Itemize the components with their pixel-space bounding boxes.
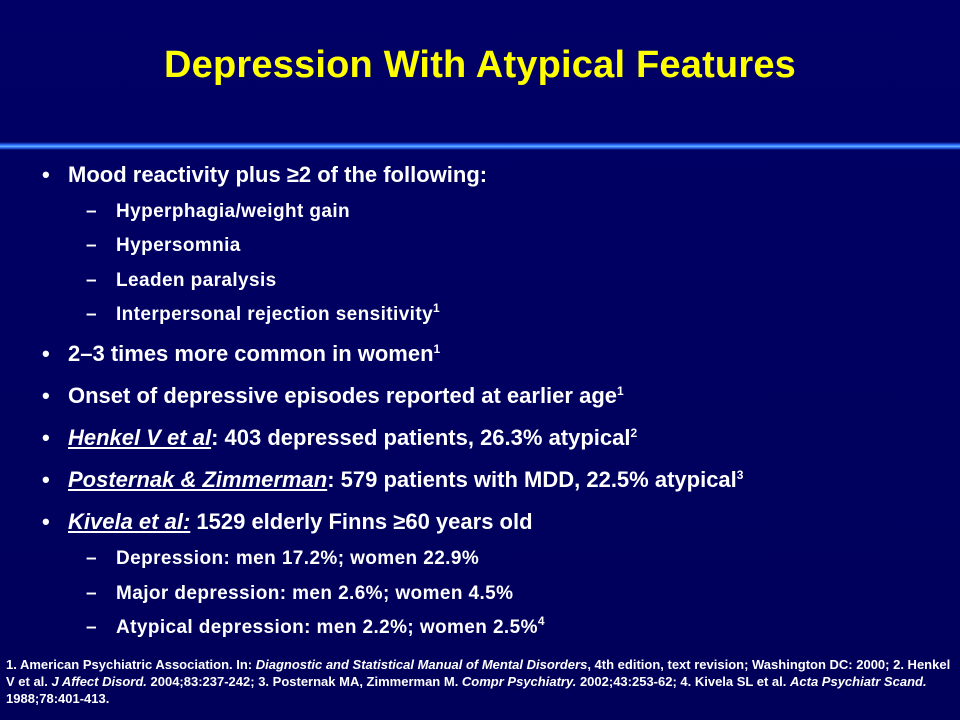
bullet-text: : 579 patients with MDD, 22.5% atypical [327,467,737,492]
footnote-marker: 1 [433,301,441,315]
sub-bullet-text: Leaden paralysis [116,270,277,291]
bullet-marker: • [42,383,50,408]
bullet-text: Mood reactivity plus ≥2 of the following: [68,162,488,187]
bullet-marker: • [42,467,50,492]
reference-journal: J Affect Disord. [51,674,147,689]
footnote-marker: 3 [736,468,744,482]
footnote-marker: 1 [433,342,441,356]
citation-posternak: Posternak & Zimmerman [68,467,328,492]
reference-text: 2004;83:237-242; 3. Posternak MA, Zimmerman M. [146,674,462,689]
sub-bullet-hyperphagia [86,201,350,223]
sub-bullet-major-depression-rates [86,583,513,605]
sub-bullet-text: Atypical depression: men 2.2%; women 2.5% [116,617,538,638]
sub-bullet-atypical-depression-rates [86,614,545,639]
footnote-marker: 1 [617,384,624,398]
reference-journal: Acta Psychiatr Scand. [790,674,927,689]
bullet-marker: • [42,425,50,450]
dash-marker: – [86,548,97,569]
bullet-kivela [42,509,533,535]
bullet-marker: • [42,509,50,534]
dash-marker: – [86,235,97,256]
citation-henkel: Henkel V et al [68,425,212,450]
footnote-marker: 2 [630,426,638,440]
reference-text: , 4th edition, text revision; Washington DC: 2000; 2. Henkel V et al. [6,657,951,689]
bullet-mood-reactivity [42,162,487,188]
reference-journal: Compr Psychiatry. [461,674,577,689]
bullet-marker: • [42,341,50,366]
bullet-text: 2–3 times more common in women [68,341,434,366]
bullet-henkel [42,425,637,451]
sub-bullet-text: Hypersomnia [116,235,241,256]
sub-bullet-hypersomnia [86,235,241,257]
dash-marker: – [86,201,97,222]
dash-marker: – [86,304,97,325]
title-divider [0,142,960,150]
reference-text: 1. American Psychiatric Association. In: [6,657,256,672]
bullet-marker: • [42,162,50,187]
sub-bullet-rejection-sensitivity [86,301,441,326]
dash-marker: – [86,583,97,604]
reference-title: Diagnostic and Statistical Manual of Mental Disorders [255,657,588,672]
sub-bullet-text: Hyperphagia/weight gain [116,201,351,222]
reference-text: 2002;43:253-62; 4. Kivela SL et al. [576,674,790,689]
bullet-posternak [42,467,743,493]
sub-bullet-text: Interpersonal rejection sensitivity [116,304,434,325]
bullet-women [42,341,440,367]
citation-kivela: Kivela et al: [68,509,191,534]
sub-bullet-leaden-paralysis [86,270,277,292]
reference-text: 1988;78:401-413. [6,691,110,706]
sub-bullet-depression-rates [86,548,479,570]
slide-title: Depression With Atypical Features [163,44,796,86]
bullet-text: 1529 elderly Finns ≥60 years old [190,509,533,534]
sub-bullet-text: Major depression: men 2.6%; women 4.5% [116,583,514,604]
dash-marker: – [86,617,97,638]
footnote-marker: 4 [537,614,545,628]
dash-marker: – [86,270,97,291]
bullet-text: : 403 depressed patients, 26.3% atypical [211,425,631,450]
bullet-onset [42,383,624,409]
sub-bullet-text: Depression: men 17.2%; women 22.9% [116,548,480,569]
references [6,656,956,707]
bullet-text: Onset of depressive episodes reported at earlier age [68,383,617,408]
